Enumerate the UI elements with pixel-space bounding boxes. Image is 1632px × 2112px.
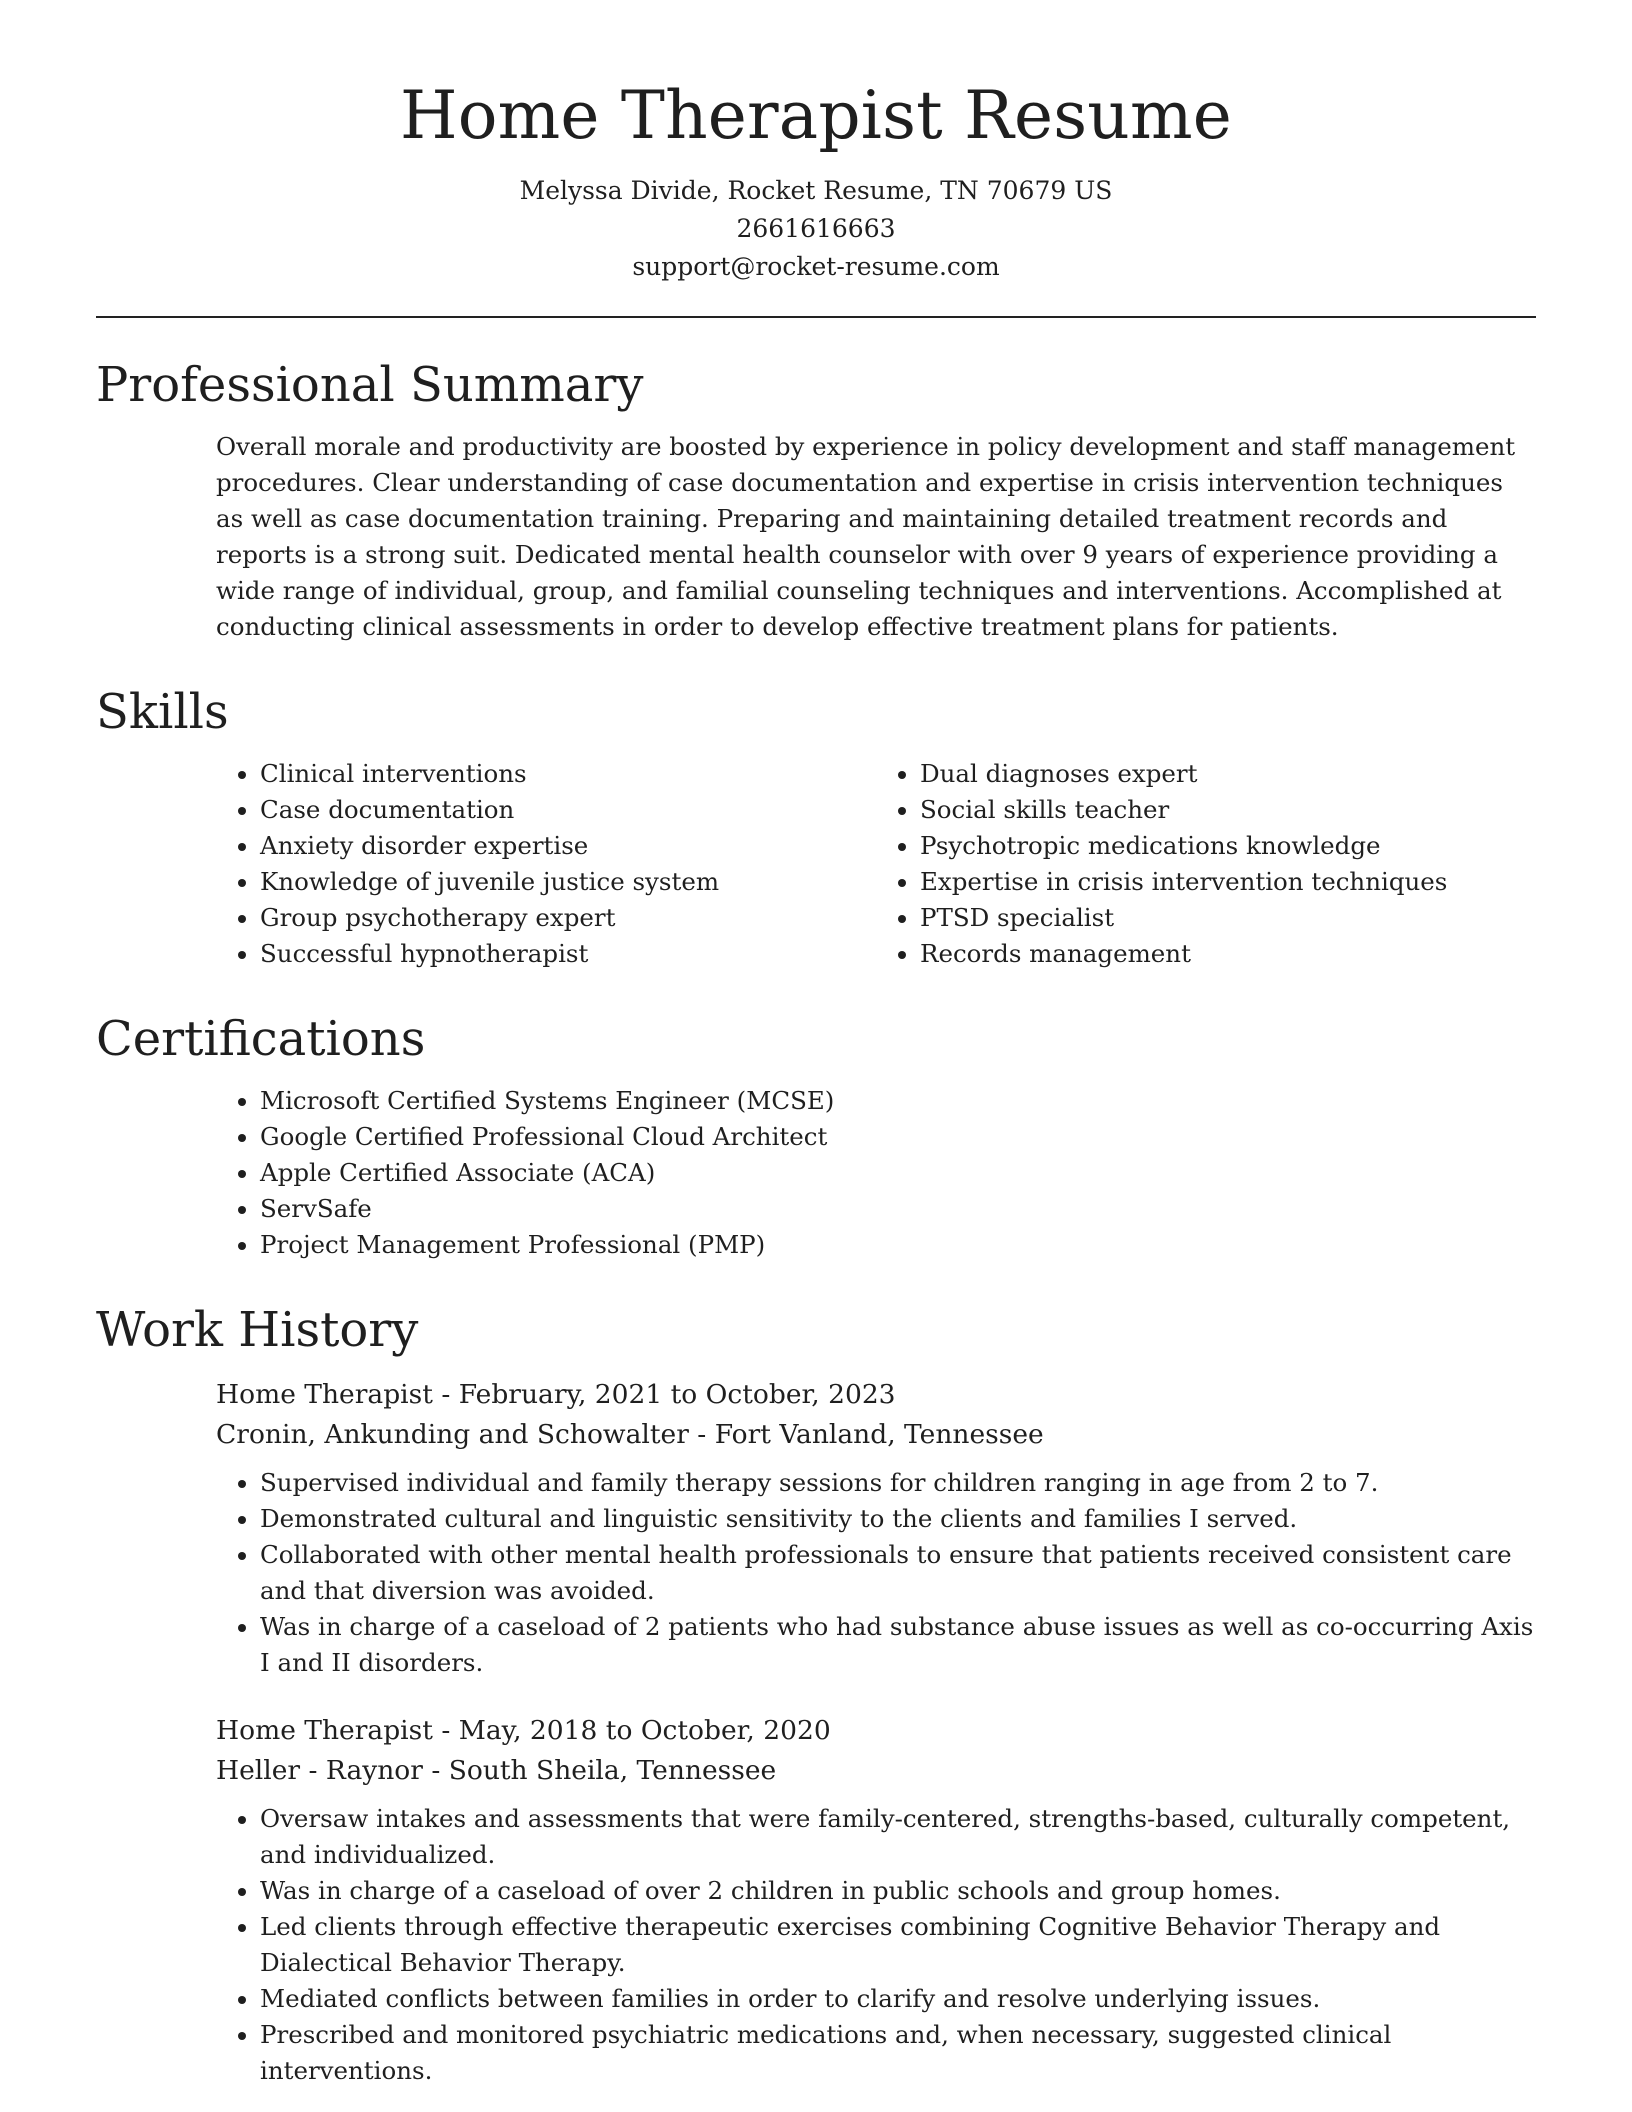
job-bullet: • Led clients through effective therapeutic exercises combining Cognitive Behavior Therapy and Dialectical Behavior Therapy. [260, 1909, 1536, 1981]
job-bullet: • Prescribed and monitored psychiatric medications and, when necessary, suggested clinical interventions. [260, 2017, 1536, 2089]
job-separator: - [432, 1378, 459, 1410]
certification-item: • Apple Certified Associate (ACA) [260, 1155, 1536, 1191]
job-bullet: • Mediated conflicts between families in order to clarify and resolve underlying issues. [260, 1981, 1536, 2017]
skill-item: • Knowledge of juvenile justice system [260, 864, 876, 900]
job-company: Heller - Raynor [216, 1754, 423, 1786]
job-title: Home Therapist [216, 1378, 433, 1410]
contact-info [96, 172, 1536, 286]
skill-item: • Records management [920, 936, 1536, 972]
certifications-heading: Certifications [96, 1011, 426, 1068]
skill-item: • Clinical interventions [260, 756, 876, 792]
certification-item: • Google Certified Professional Cloud Architect [260, 1119, 1536, 1155]
job-entry [216, 1375, 1536, 1681]
job-separator: - [688, 1418, 715, 1450]
job-bullet: • Was in charge of a caseload of over 2 children in public schools and group homes. [260, 1873, 1536, 1909]
job-company: Cronin, Ankunding and Schowalter [216, 1418, 689, 1450]
job-bullets [216, 1465, 1536, 1681]
skills-list-left [216, 756, 876, 972]
job-title-line [216, 1375, 1536, 1415]
skill-item: • PTSD specialist [920, 900, 1536, 936]
summary-section [96, 358, 1536, 645]
job-bullet: • Collaborated with other mental health professionals to ensure that patients received consistent care and that diversion was avoided. [260, 1537, 1536, 1609]
certification-item: • Project Management Professional (PMP) [260, 1227, 1536, 1263]
job-dates: May, 2018 to October, 2020 [458, 1714, 831, 1746]
summary-body [96, 429, 1536, 645]
job-title-line [216, 1711, 1536, 1751]
certification-item: • ServSafe [260, 1191, 1536, 1227]
header-divider [96, 316, 1536, 318]
skill-item: • Anxiety disorder expertise [260, 828, 876, 864]
job-title: Home Therapist [216, 1714, 433, 1746]
job-entry [216, 1711, 1536, 2089]
skills-list-right [876, 756, 1536, 972]
job-bullet: • Demonstrated cultural and linguistic sensitivity to the clients and families I served. [260, 1501, 1536, 1537]
summary-text: Overall morale and productivity are boosted by experience in policy development and staff management procedures. Clear understanding of case documentation and expertise in crisis intervention techniques as well as case documentation training. Preparing and maintaining detailed treatment records and reports is a strong suit. Dedicated mental health counselor with over 9 years of experience providing a wide range of individual, group, and familial counseling techniques and interventions. Accomplished at conducting clinical assessments in order to develop effective treatment plans for patients. [216, 432, 1516, 642]
work-history-section [96, 1303, 1536, 2088]
job-dates: February, 2021 to October, 2023 [458, 1378, 896, 1410]
skill-item: • Expertise in crisis intervention techniques [920, 864, 1536, 900]
resume-title: Home Therapist Resume [399, 77, 1233, 154]
resume-header [96, 78, 1536, 286]
job-bullet: • Supervised individual and family therapy sessions for children ranging in age from 2 to 7. [260, 1465, 1536, 1501]
certifications-body [96, 1083, 1536, 1263]
job-location: South Sheila, Tennessee [448, 1754, 777, 1786]
skill-item: • Dual diagnoses expert [920, 756, 1536, 792]
work-history-body [96, 1375, 1536, 2089]
contact-email: support@rocket-resume.com [632, 251, 1000, 281]
skill-item: • Group psychotherapy expert [260, 900, 876, 936]
job-bullets [216, 1801, 1536, 2089]
work-history-heading: Work History [96, 1302, 419, 1359]
skills-heading: Skills [96, 684, 229, 741]
skill-item: • Case documentation [260, 792, 876, 828]
job-company-line [216, 1751, 1536, 1791]
contact-phone: 2661616663 [736, 213, 896, 243]
job-location: Fort Vanland, Tennessee [714, 1418, 1044, 1450]
skills-section [96, 685, 1536, 972]
certifications-section [96, 1012, 1536, 1263]
job-company-line [216, 1415, 1536, 1455]
skills-grid [96, 756, 1536, 972]
job-bullet: • Oversaw intakes and assessments that were family-centered, strengths-based, culturally competent, and individualized. [260, 1801, 1536, 1873]
skill-item: • Successful hypnotherapist [260, 936, 876, 972]
certification-item: • Microsoft Certified Systems Engineer (MCSE) [260, 1083, 1536, 1119]
job-separator: - [432, 1714, 459, 1746]
job-bullet: • Was in charge of a caseload of 2 patients who had substance abuse issues as well as co-occurring Axis I and II disorders. [260, 1609, 1536, 1681]
skill-item: • Psychotropic medications knowledge [920, 828, 1536, 864]
job-separator: - [422, 1754, 449, 1786]
contact-address: Melyssa Divide, Rocket Resume, TN 70679 US [519, 175, 1113, 205]
certifications-list [216, 1083, 1536, 1263]
summary-heading: Professional Summary [96, 356, 644, 413]
skill-item: • Social skills teacher [920, 792, 1536, 828]
